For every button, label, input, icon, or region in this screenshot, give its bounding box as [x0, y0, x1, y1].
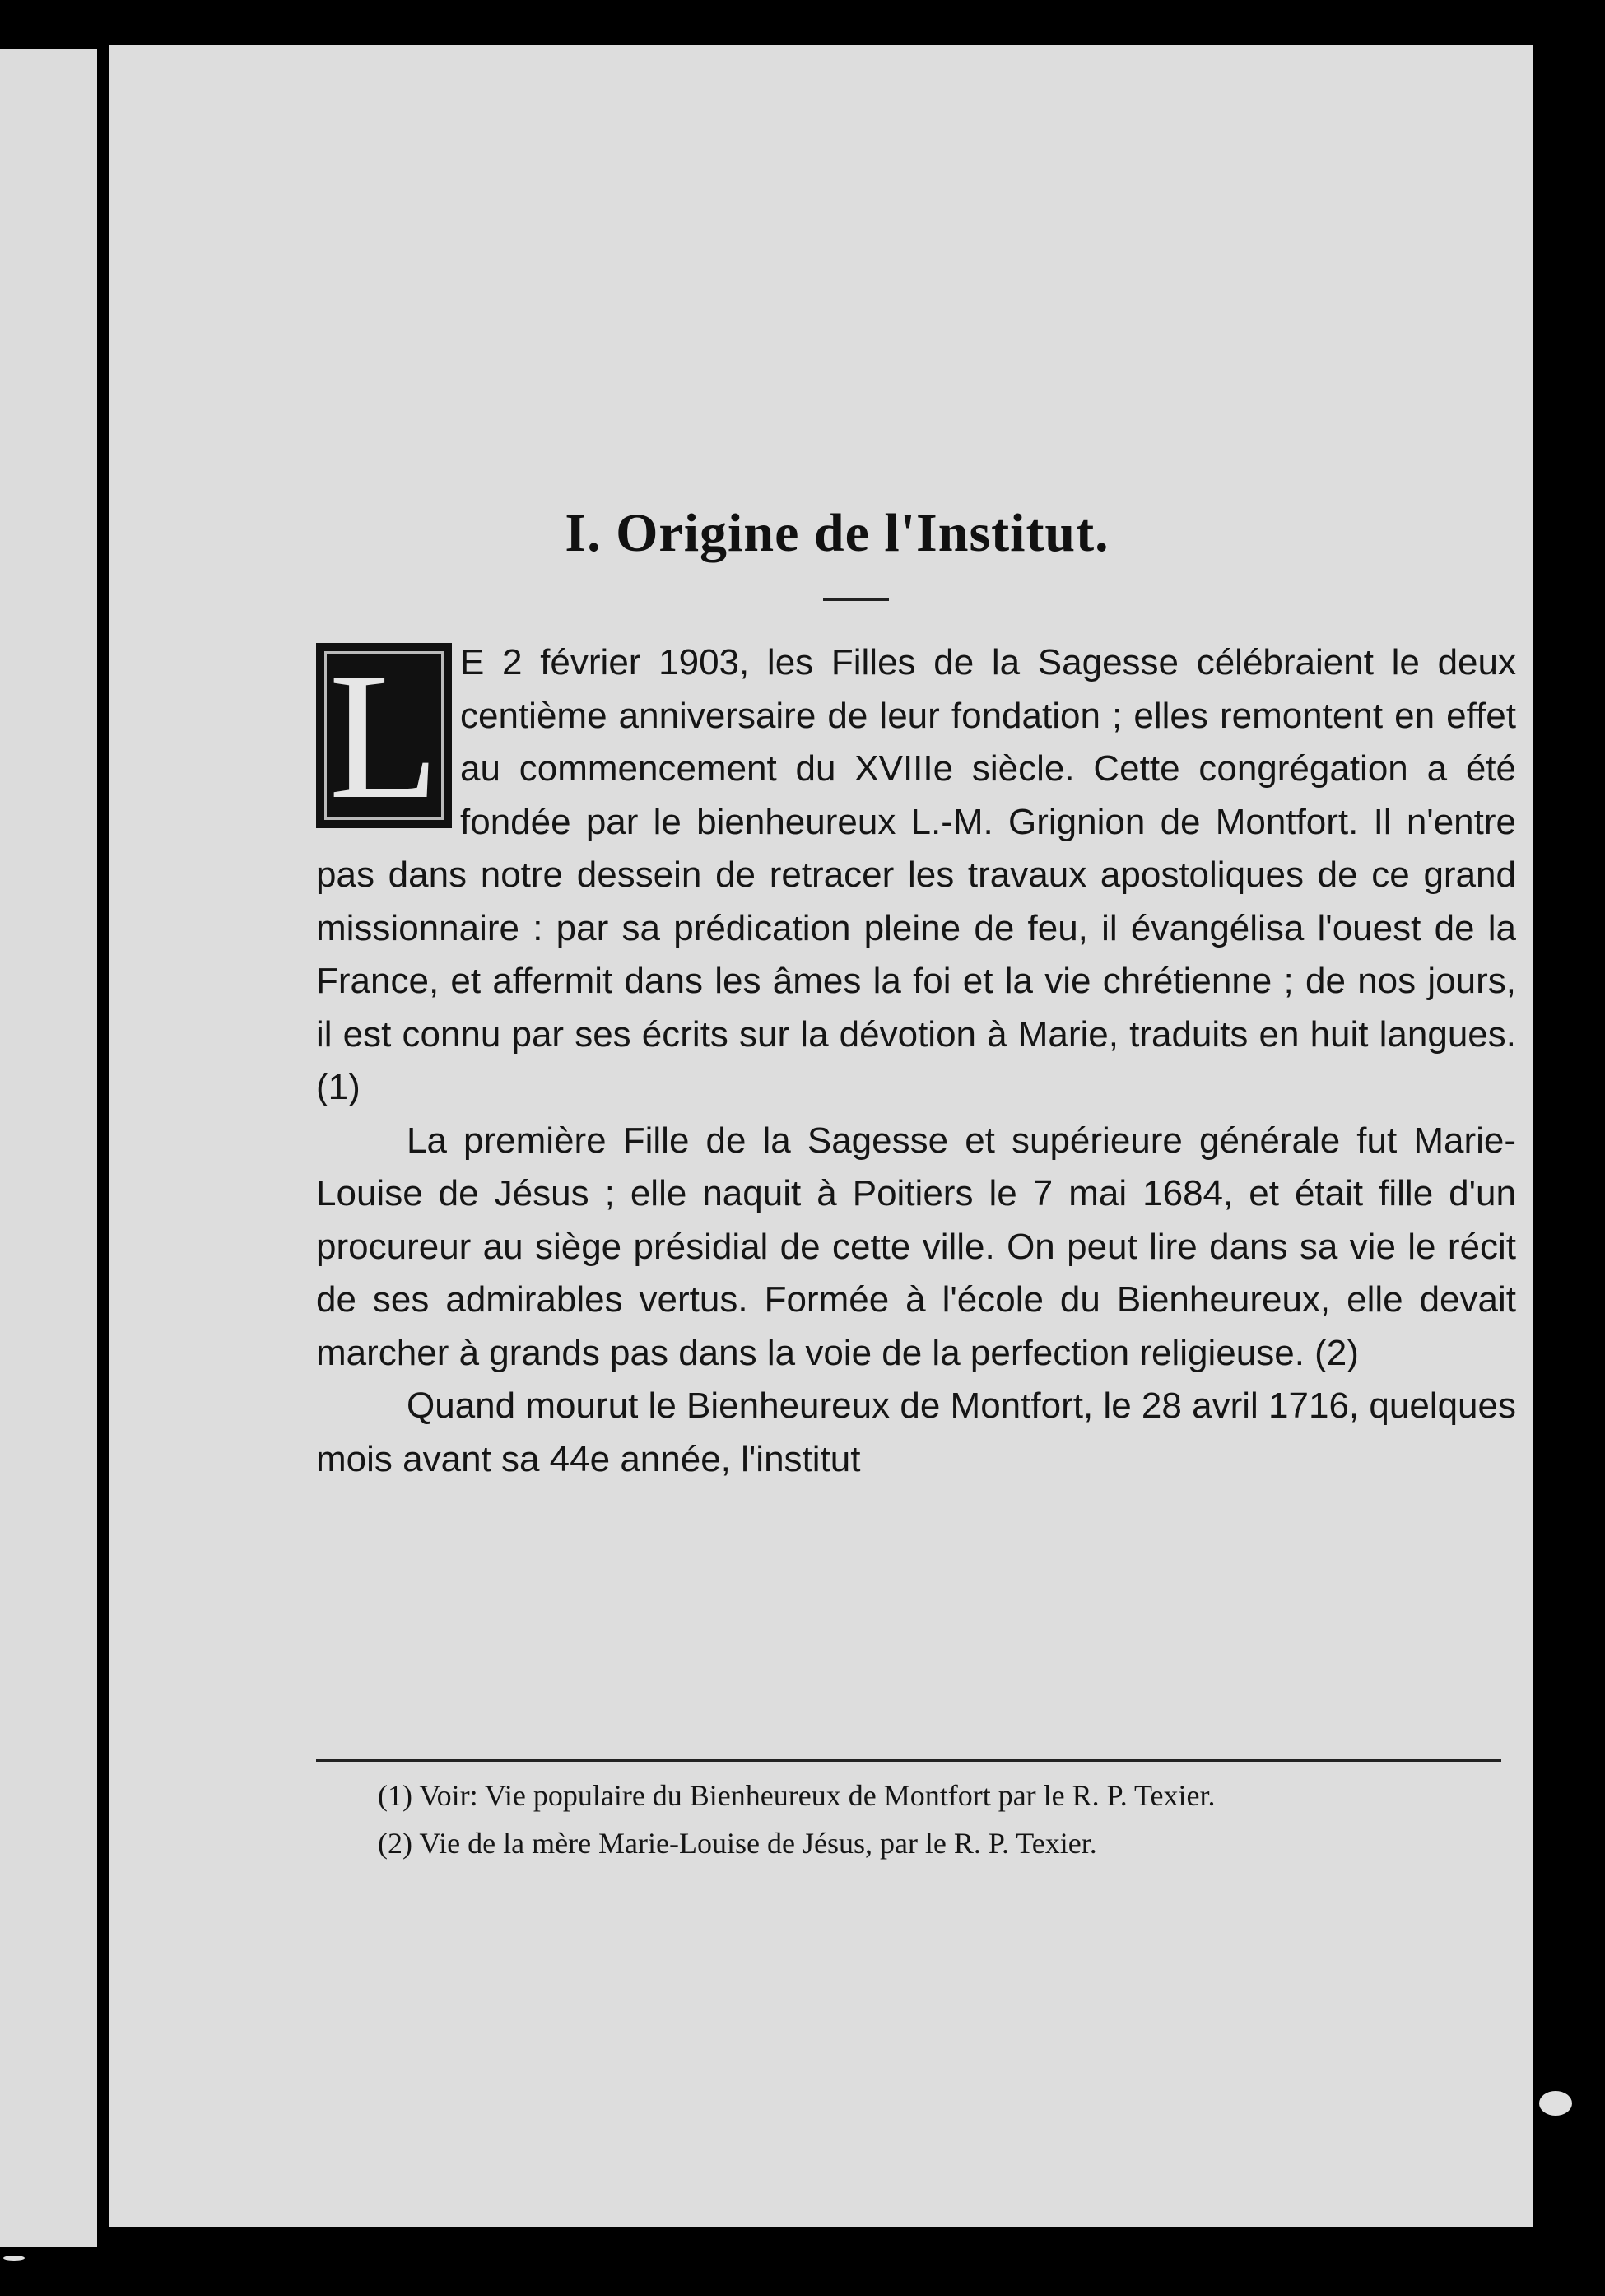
dropcap-letter: L [328, 636, 440, 836]
body-text [316, 636, 1516, 1486]
scan-speck [3, 2256, 25, 2261]
ornamental-dropcap [316, 636, 452, 836]
paragraph-2: La première Fille de la Sagesse et supérieure générale fut Marie-Louise de Jésus ; elle naquit à Poitiers le 7 mai 1684, et était fille d'un procureur au siège présidial de cette ville. On peut lire dans sa vie le récit de ses admirables vertus. Formée à l'école du Bienheureux, elle devait marcher à grands pas dans la voie de la perfection religieuse. (2) [316, 1120, 1516, 1373]
paragraph-1: E 2 février 1903, les Filles de la Sagesse célébraient le deux centième anniversaire de leur fondation ; elles remontent en effet au commencement du XVIIIe siècle. Cette congrégation a été fondée par le bienheureux L.-M. Grignion de Montfort. Il n'entre pas dans notre dessein de retracer les travaux apostoliques de ce grand missionnaire : par sa prédication pleine de feu, il évangélisa l'ouest de la France, et affermit dans les âmes la foi et la vie chrétienne ; de nos jours, il est connu par ses écrits sur la dévotion à Marie, traduits en huit langues. (1) [316, 642, 1516, 1107]
footnote-2: (2) Vie de la mère Marie-Louise de Jésus, par le R. P. Texier. [378, 1827, 1097, 1860]
footnote-divider [316, 1759, 1501, 1762]
book-page [109, 45, 1533, 2227]
paragraph-3: Quand mourut le Bienheureux de Montfort, le 28 avril 1716, quelques mois avant sa 44e année, l'institut [316, 1386, 1516, 1479]
adjacent-page-edge [0, 49, 97, 2247]
chapter-title: I. Origine de l'Institut. [565, 503, 1110, 563]
footnotes [316, 1776, 1501, 1871]
footnote-1: (1) Voir: Vie populaire du Bienheureux de Montfort par le R. P. Texier. [378, 1779, 1216, 1812]
title-divider [823, 598, 889, 601]
scan-speck [1539, 2091, 1572, 2116]
